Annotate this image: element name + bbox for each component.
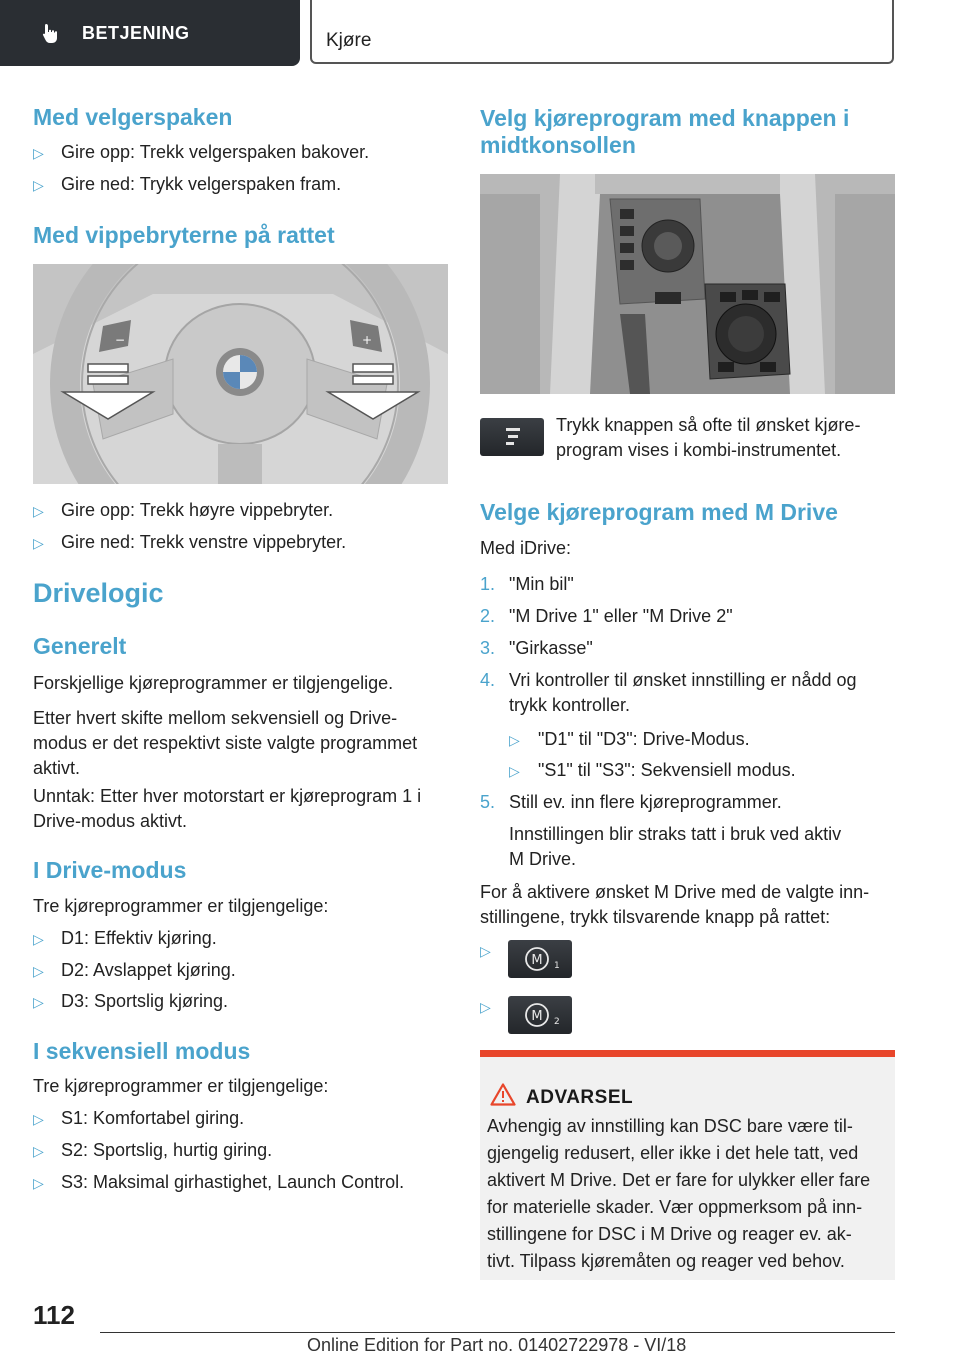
paragraph: program vises i kombi-instrumentet. <box>556 440 842 460</box>
section-tab <box>0 0 300 66</box>
warning-box <box>480 1050 895 1280</box>
heading-lever: Med velgerspaken <box>33 104 233 130</box>
heading-drive-mode: I Drive-modus <box>33 857 187 883</box>
m1-button-image <box>508 940 572 978</box>
svg-text:M: M <box>531 953 543 968</box>
drive-mode-button-image <box>480 418 544 456</box>
svg-text:+: + <box>362 333 373 347</box>
warning-triangle-icon <box>490 1083 516 1106</box>
triangle-bullet-icon: ▷ <box>33 535 44 551</box>
center-console-image <box>480 174 895 394</box>
triangle-bullet-icon: ▷ <box>33 963 44 979</box>
hand-pointer-icon <box>40 22 62 44</box>
heading-general: Generelt <box>33 633 127 659</box>
drivelogic-icon <box>480 418 544 456</box>
paragraph: Trykk knappen så ofte til ønsket kjøre- <box>556 415 861 435</box>
triangle-bullet-icon: ▷ <box>480 943 491 959</box>
heading-drivelogic: Drivelogic <box>33 578 164 608</box>
triangle-bullet-icon: ▷ <box>509 732 520 748</box>
svg-text:M: M <box>531 1009 543 1024</box>
chapter-tab <box>310 0 894 64</box>
triangle-bullet-icon: ▷ <box>33 1143 44 1159</box>
heading-console: Velg kjøreprogram med knappen i <box>480 105 850 131</box>
paragraph: For å aktivere ønsket M Drive med de valgte inn- <box>480 882 870 902</box>
chapter-label: Kjøre <box>326 30 372 51</box>
paragraph: aktivt. <box>33 758 81 778</box>
paragraph: Drive-modus aktivt. <box>33 811 188 831</box>
m2-button-image <box>508 996 572 1034</box>
triangle-bullet-icon: ▷ <box>33 1111 44 1127</box>
triangle-bullet-icon: ▷ <box>33 994 44 1010</box>
page-number: 112 <box>33 1300 75 1330</box>
footer-divider <box>100 1332 895 1333</box>
paragraph: Innstillingen blir straks tatt i bruk ved aktiv <box>509 824 842 844</box>
paragraph: M Drive. <box>509 849 576 869</box>
svg-text:2: 2 <box>554 1017 560 1027</box>
heading-console-cont: midtkonsollen <box>480 132 636 158</box>
triangle-bullet-icon: ▷ <box>33 503 44 519</box>
paragraph: Med iDrive: <box>480 538 572 558</box>
paragraph: Tre kjøreprogrammer er tilgjengelige: <box>33 1076 329 1096</box>
triangle-bullet-icon: ▷ <box>480 999 491 1015</box>
steering-wheel-image <box>33 264 448 484</box>
paragraph: Forskjellige kjøreprogrammer er tilgjengelige. <box>33 673 394 693</box>
paragraph: Unntak: Etter hver motorstart er kjøreprogram 1 i <box>33 786 422 806</box>
paragraph: Tre kjøreprogrammer er tilgjengelige: <box>33 896 329 916</box>
steering-wheel-illustration <box>33 264 448 484</box>
paragraph: stillingene, trykk tilsvarende knapp på rattet: <box>480 907 831 927</box>
paragraph: Etter hvert skifte mellom sekvensiell og Drive- <box>33 708 398 728</box>
center-console-illustration <box>480 174 895 394</box>
triangle-bullet-icon: ▷ <box>33 1175 44 1191</box>
warning-title: ADVARSEL <box>526 1087 634 1108</box>
warning-text: Avhengig av innstilling kan DSC bare være til- gjengelig redusert, eller ikke i det hele tatt, ved aktivert M Drive. Det er fare for ulykker eller fare for materielle skader. Vær oppmerksom på inn- stillingene for DSC i M Drive og reager ev. ak- tivt. Tilpass kjøremåten og reager ved behov. <box>487 1116 871 1271</box>
triangle-bullet-icon: ▷ <box>33 931 44 947</box>
triangle-bullet-icon: ▷ <box>33 177 44 193</box>
m2-icon <box>508 996 572 1034</box>
heading-sequential-mode: I sekvensiell modus <box>33 1038 251 1064</box>
triangle-bullet-icon: ▷ <box>33 145 44 161</box>
heading-m-drive: Velge kjøreprogram med M Drive <box>480 499 838 525</box>
paragraph: modus er det respektivt siste valgte programmet <box>33 733 418 753</box>
m1-icon <box>508 940 572 978</box>
edition-note: Online Edition for Part no. 01402722978 - VI/18 <box>307 1335 687 1355</box>
section-label: BETJENING <box>82 22 190 43</box>
svg-text:−: − <box>115 333 126 347</box>
heading-paddles: Med vippebryterne på rattet <box>33 222 335 248</box>
triangle-bullet-icon: ▷ <box>509 763 520 779</box>
svg-text:1: 1 <box>554 961 560 971</box>
